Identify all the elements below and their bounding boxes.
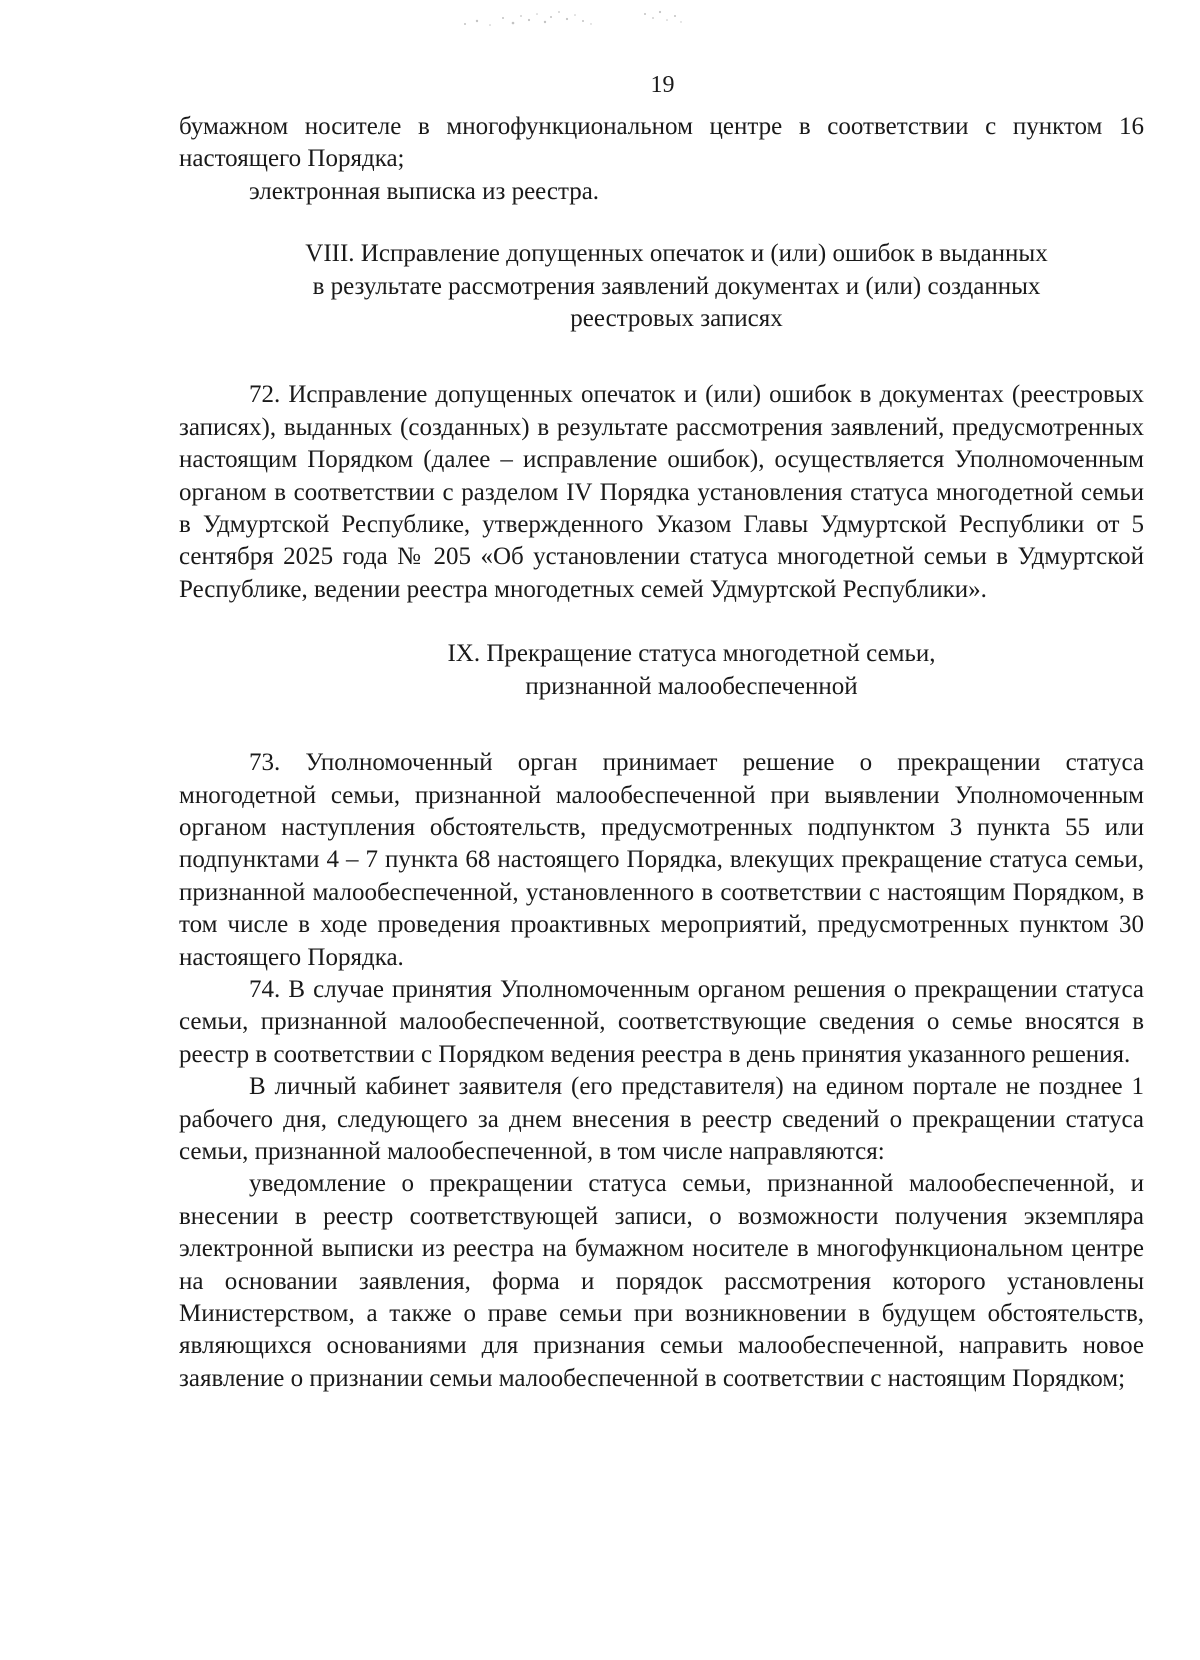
paragraph-73: 73. Уполномоченный орган принимает решение о прекращении статуса многодетной семьи, признанной малообеспеченной при выявлении Уполномоченным органом наступления обстоятельств, предусмотренных подпунктом 3 пункта 55 или подпунктами 4 – 7 пункта 68 настоящего Порядка, влекущих прекращение статуса семьи, признанной малообеспеченной, установленного в соответствии с настоящим Порядком, в том числе в ходе проведения проактивных мероприятий, предусмотренных пунктом 30 настоящего Порядка. <box>179 749 1144 971</box>
paragraph-74-list-item: уведомление о прекращении статуса семьи, признанной малообеспеченной, и внесении в реестр соответствующей записи, о возможности получения экземпляра электронной выписки из реестра на бумажном носителе в многофункциональном центре на основании заявления, форма и порядок рассмотрения которого установлены Министерством, а также о праве семьи при возникновении в будущем обстоятельств, являющихся основаниями для признания семьи малообеспеченной, направить новое заявление о признании семьи малообеспеченной в соответствии с настоящим Порядком; <box>179 1170 1144 1392</box>
section-heading-line: реестровых записях <box>570 305 783 333</box>
section-heading-ix <box>179 638 1144 703</box>
document-body <box>179 111 1144 1395</box>
section-heading-line: в результате рассмотрения заявлений документах и (или) созданных <box>312 272 1041 300</box>
section-heading-line: VIII. Исправление допущенных опечаток и (или) ошибок в выданных <box>305 240 1048 268</box>
paragraph-72: 72. Исправление допущенных опечаток и (или) ошибок в документах (реестровых записях), выданных (созданных) в результате рассмотрения заявлений, предусмотренных настоящим Порядком (далее – исправление ошибок), осуществляется Уполномоченным органом в соответствии с разделом IV Порядка установления статуса многодетной семьи в Удмуртской Республике, утвержденного Указом Главы Удмуртской Республики от 5 сентября 2025 года № 205 «Об установлении статуса многодетной семьи в Удмуртской Республике, ведении реестра многодетных семей Удмуртской Республики». <box>179 381 1144 603</box>
scan-artifact <box>455 6 755 30</box>
section-heading-line: IX. Прекращение статуса многодетной семьи, <box>447 640 936 668</box>
page-number: 19 <box>650 72 675 98</box>
section-heading-viii <box>179 238 1144 335</box>
paragraph-continuation: бумажном носителе в многофункциональном центре в соответствии с пунктом 16 настоящего Порядка; <box>179 113 1144 173</box>
paragraph-74: 74. В случае принятия Уполномоченным органом решения о прекращении статуса семьи, признанной малообеспеченной, соответствующие сведения о семье вносятся в реестр в соответствии с Порядком ведения реестра в день принятия указанного решения. <box>179 975 1144 1068</box>
paragraph-74-notification: В личный кабинет заявителя (его представителя) на едином портале не позднее 1 рабочего дня, следующего за днем внесения в реестр сведений о прекращении статуса семьи, признанной малообеспеченной, в том числе направляются: <box>179 1073 1144 1165</box>
section-heading-line: признанной малообеспеченной <box>525 672 858 700</box>
paragraph-extract: электронная выписка из реестра. <box>249 177 600 205</box>
